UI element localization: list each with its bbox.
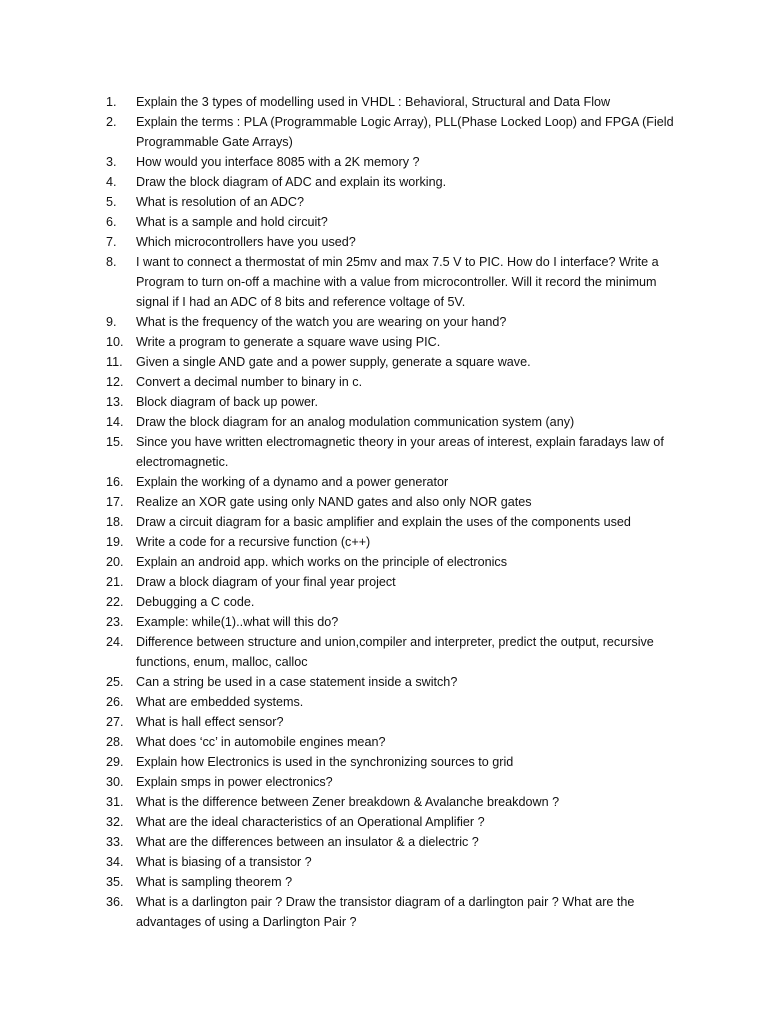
question-item [106, 832, 686, 852]
question-number: 14. [106, 415, 124, 429]
question-number: 16. [106, 475, 124, 489]
question-text: Draw the block diagram for an analog modulation communication system (any) [136, 415, 575, 429]
question-text: Write a program to generate a square wave using PIC. [136, 335, 441, 349]
question-text: Difference between structure and union,compiler and interpreter, predict the output, recursive functions, enum, malloc, calloc [136, 635, 654, 669]
question-text: Example: while(1)..what will this do? [136, 615, 339, 629]
question-number: 11. [106, 355, 123, 369]
question-item [106, 432, 686, 472]
question-number: 10. [106, 335, 124, 349]
question-number: 1. [106, 95, 117, 109]
question-text: What is a sample and hold circuit? [136, 215, 328, 229]
question-item [106, 472, 686, 492]
question-item [106, 612, 686, 632]
question-number: 5. [106, 195, 117, 209]
question-item [106, 212, 686, 232]
question-text: How would you interface 8085 with a 2K memory ? [136, 155, 420, 169]
question-number: 30. [106, 775, 124, 789]
question-item [106, 232, 686, 252]
question-item [106, 852, 686, 872]
question-item [106, 392, 686, 412]
question-number: 32. [106, 815, 124, 829]
question-number: 13. [106, 395, 124, 409]
question-number: 27. [106, 715, 124, 729]
question-number: 35. [106, 875, 124, 889]
question-number: 19. [106, 535, 124, 549]
question-text: Given a single AND gate and a power supply, generate a square wave. [136, 355, 531, 369]
question-text: Convert a decimal number to binary in c. [136, 375, 363, 389]
question-text: Explain the 3 types of modelling used in VHDL : Behavioral, Structural and Data Flow [136, 95, 611, 109]
question-text: Draw a block diagram of your final year project [136, 575, 396, 589]
question-item [106, 412, 686, 432]
question-text: What is a darlington pair ? Draw the transistor diagram of a darlington pair ? What are the advantages of using a Darlington Pair ? [136, 895, 635, 929]
question-text: What is the frequency of the watch you are wearing on your hand? [136, 315, 507, 329]
question-text: Draw a circuit diagram for a basic amplifier and explain the uses of the components used [136, 515, 631, 529]
question-text: Write a code for a recursive function (c++) [136, 535, 371, 549]
question-text: I want to connect a thermostat of min 25mv and max 7.5 V to PIC. How do I interface? Write a Program to turn on-off a machine with a value from microcontroller. Will it record the minimum signal if I had an ADC of 8 bits and reference voltage of 5V. [136, 255, 659, 309]
question-number: 31. [106, 795, 124, 809]
question-text: Explain an android app. which works on the principle of electronics [136, 555, 508, 569]
question-number: 23. [106, 615, 124, 629]
question-number: 15. [106, 435, 124, 449]
question-number: 18. [106, 515, 124, 529]
question-text: Can a string be used in a case statement inside a switch? [136, 675, 458, 689]
question-number: 26. [106, 695, 124, 709]
question-number: 25. [106, 675, 124, 689]
question-number: 6. [106, 215, 117, 229]
question-list [106, 92, 686, 932]
question-number: 7. [106, 235, 117, 249]
question-number: 3. [106, 155, 117, 169]
question-number: 22. [106, 595, 124, 609]
question-item [106, 112, 686, 152]
question-text: Explain the working of a dynamo and a power generator [136, 475, 449, 489]
question-item [106, 792, 686, 812]
question-item [106, 312, 686, 332]
question-number: 2. [106, 115, 117, 129]
question-text: Which microcontrollers have you used? [136, 235, 356, 249]
question-item [106, 512, 686, 532]
question-text: What is the difference between Zener breakdown & Avalanche breakdown ? [136, 795, 560, 809]
question-text: Realize an XOR gate using only NAND gates and also only NOR gates [136, 495, 532, 509]
question-item [106, 372, 686, 392]
question-text: What is biasing of a transistor ? [136, 855, 312, 869]
question-item [106, 752, 686, 772]
question-text: What is resolution of an ADC? [136, 195, 304, 209]
question-text: Explain the terms : PLA (Programmable Logic Array), PLL(Phase Locked Loop) and FPGA (Field Programmable Gate Arrays) [136, 115, 674, 149]
question-text: What are embedded systems. [136, 695, 304, 709]
question-item [106, 192, 686, 212]
question-item [106, 812, 686, 832]
question-item [106, 872, 686, 892]
question-text: Explain smps in power electronics? [136, 775, 333, 789]
question-item [106, 492, 686, 512]
question-number: 21. [106, 575, 124, 589]
question-item [106, 732, 686, 752]
question-number: 28. [106, 735, 124, 749]
question-item [106, 252, 686, 312]
question-item [106, 172, 686, 192]
question-item [106, 892, 686, 932]
question-text: What are the differences between an insulator & a dielectric ? [136, 835, 479, 849]
question-item [106, 692, 686, 712]
question-number: 29. [106, 755, 124, 769]
question-item [106, 532, 686, 552]
question-item [106, 672, 686, 692]
question-text: What does ‘cc’ in automobile engines mean? [136, 735, 386, 749]
question-number: 4. [106, 175, 117, 189]
question-text: Block diagram of back up power. [136, 395, 319, 409]
question-item [106, 552, 686, 572]
question-number: 8. [106, 255, 117, 269]
question-item [106, 632, 686, 672]
question-text: Explain how Electronics is used in the synchronizing sources to grid [136, 755, 514, 769]
question-number: 9. [106, 315, 117, 329]
question-item [106, 572, 686, 592]
question-item [106, 712, 686, 732]
question-number: 33. [106, 835, 124, 849]
question-number: 17. [106, 495, 124, 509]
question-text: What is hall effect sensor? [136, 715, 284, 729]
question-item [106, 592, 686, 612]
question-item [106, 352, 686, 372]
question-item [106, 772, 686, 792]
question-item [106, 92, 686, 112]
question-number: 20. [106, 555, 124, 569]
question-number: 24. [106, 635, 124, 649]
question-number: 12. [106, 375, 124, 389]
question-text: What is sampling theorem ? [136, 875, 293, 889]
question-number: 34. [106, 855, 124, 869]
question-text: Since you have written electromagnetic theory in your areas of interest, explain faradays law of electromagnetic. [136, 435, 664, 469]
question-item [106, 332, 686, 352]
question-item [106, 152, 686, 172]
question-text: Draw the block diagram of ADC and explain its working. [136, 175, 447, 189]
question-text: Debugging a C code. [136, 595, 255, 609]
question-text: What are the ideal characteristics of an Operational Amplifier ? [136, 815, 485, 829]
question-number: 36. [106, 895, 124, 909]
